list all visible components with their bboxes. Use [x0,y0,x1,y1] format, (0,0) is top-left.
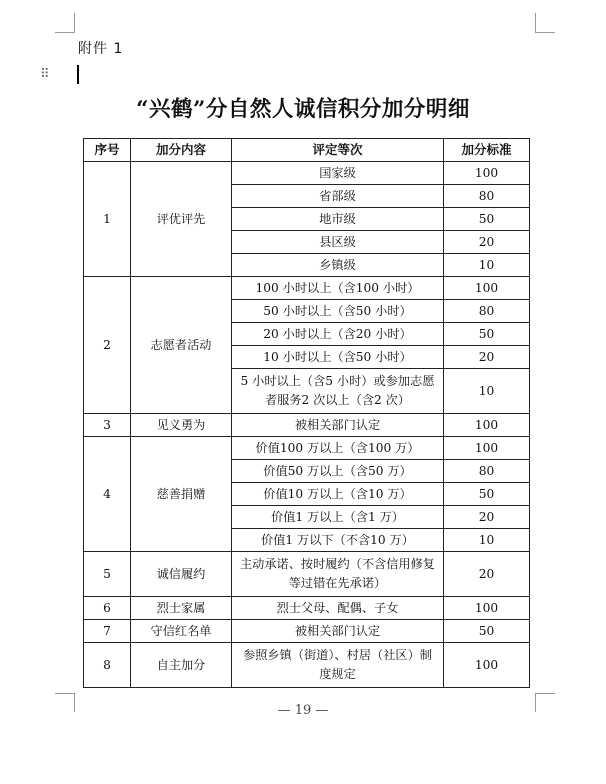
row-score: 20 [444,231,530,254]
row-score: 10 [444,369,530,414]
group-no: 4 [84,437,131,552]
header-level: 评定等次 [232,139,444,162]
row-level: 50 小时以上（含50 小时） [232,300,444,323]
row-level: 参照乡镇（街道）、村居（社区）制度规定 [232,643,444,688]
row-score: 100 [444,162,530,185]
group-no: 7 [84,620,131,643]
row-score: 80 [444,460,530,483]
row-level: 地市级 [232,208,444,231]
row-score: 20 [444,506,530,529]
group-no: 8 [84,643,131,688]
table-header-row [84,139,530,162]
crop-mark-top-right-h [535,32,555,33]
header-score: 加分标准 [444,139,530,162]
row-score: 50 [444,323,530,346]
group-content: 自主加分 [131,643,232,688]
group-no: 3 [84,414,131,437]
group-no: 5 [84,552,131,597]
table-row [84,552,530,597]
group-no: 6 [84,597,131,620]
row-level: 价值50 万以上（含50 万） [232,460,444,483]
group-no: 2 [84,277,131,414]
score-table [83,138,530,688]
group-content: 烈士家属 [131,597,232,620]
header-no: 序号 [84,139,131,162]
table-row [84,162,530,185]
crop-mark-bottom-left-h [55,693,75,694]
table-row [84,414,530,437]
row-level: 价值10 万以上（含10 万） [232,483,444,506]
table-row [84,643,530,688]
group-content: 守信红名单 [131,620,232,643]
row-level: 20 小时以上（含20 小时） [232,323,444,346]
attachment-label: 附件 1 [78,41,124,57]
row-score: 50 [444,483,530,506]
page-title: “兴鹤”分自然人诚信积分加分明细 [136,97,470,122]
row-level: 10 小时以上（含50 小时） [232,346,444,369]
row-score: 20 [444,346,530,369]
row-level: 国家级 [232,162,444,185]
table-row [84,620,530,643]
group-no: 1 [84,162,131,277]
row-level: 被相关部门认定 [232,414,444,437]
group-content: 诚信履约 [131,552,232,597]
drag-handle-icon[interactable]: ⠿ [40,67,50,82]
row-level: 价值1 万以下（不含10 万） [232,529,444,552]
crop-mark-top-right-v [535,13,536,32]
table-row [84,277,530,300]
page-number: — 19 — [277,703,329,718]
crop-mark-bottom-right-h [535,693,555,694]
row-level: 县区级 [232,231,444,254]
row-score: 100 [444,414,530,437]
row-score: 100 [444,643,530,688]
row-level: 被相关部门认定 [232,620,444,643]
row-level: 5 小时以上（含5 小时）或参加志愿者服务2 次以上（含2 次） [232,369,444,414]
row-score: 80 [444,300,530,323]
row-score: 100 [444,597,530,620]
row-score: 50 [444,208,530,231]
row-score: 100 [444,277,530,300]
row-level: 省部级 [232,185,444,208]
row-score: 10 [444,254,530,277]
text-cursor [77,65,79,84]
row-level: 烈士父母、配偶、子女 [232,597,444,620]
row-level: 价值1 万以上（含1 万） [232,506,444,529]
table-row [84,597,530,620]
group-content: 见义勇为 [131,414,232,437]
row-score: 20 [444,552,530,597]
crop-mark-top-left-h [55,32,75,33]
table-row [84,437,530,460]
row-score: 80 [444,185,530,208]
header-content: 加分内容 [131,139,232,162]
row-level: 主动承诺、按时履约（不含信用修复等过错在先承诺） [232,552,444,597]
crop-mark-top-left-v [74,13,75,32]
group-content: 评优评先 [131,162,232,277]
row-level: 100 小时以上（含100 小时） [232,277,444,300]
row-level: 乡镇级 [232,254,444,277]
row-score: 100 [444,437,530,460]
group-content: 慈善捐赠 [131,437,232,552]
group-content: 志愿者活动 [131,277,232,414]
row-score: 50 [444,620,530,643]
row-score: 10 [444,529,530,552]
row-level: 价值100 万以上（含100 万） [232,437,444,460]
